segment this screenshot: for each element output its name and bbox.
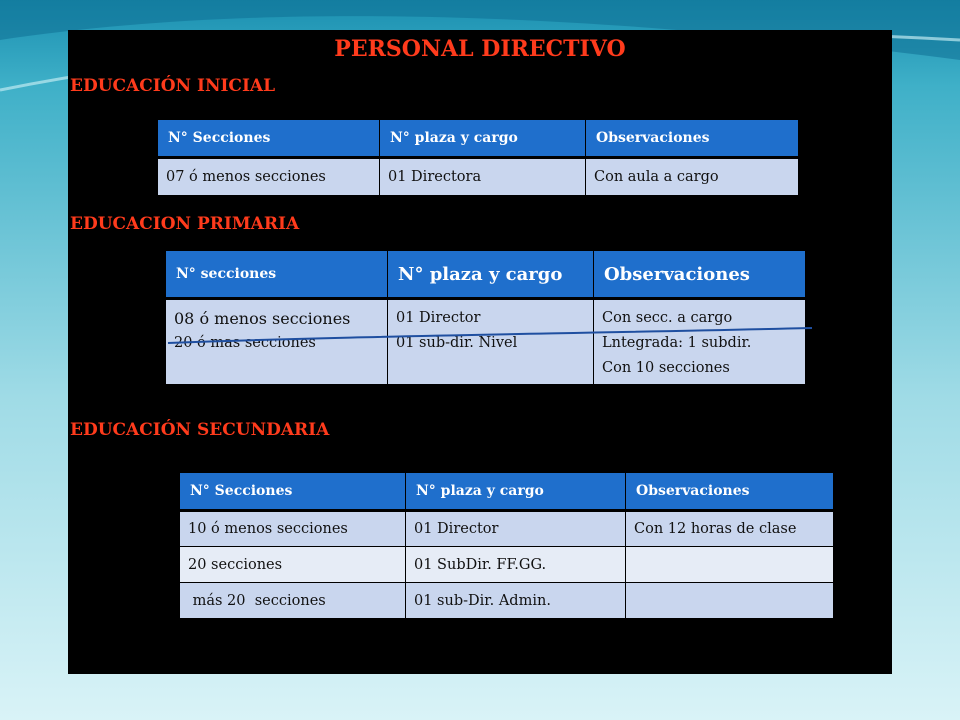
table-cell: 01 Director: [406, 511, 626, 547]
table-header-row: [158, 120, 799, 158]
table-secundaria: [179, 472, 834, 619]
table-cell: [594, 299, 806, 385]
column-header: Observaciones: [626, 473, 834, 511]
table-cell: 01 SubDir. FF.GG.: [406, 547, 626, 583]
table-primaria: [165, 250, 806, 385]
table-cell: 20 secciones: [180, 547, 406, 583]
cell-line: 20 ó mas secciones: [174, 335, 316, 351]
table-row: [158, 158, 799, 196]
column-header: N° plaza y cargo: [380, 120, 586, 158]
slide-title: PERSONAL DIRECTIVO: [334, 36, 626, 62]
heading-secundaria: EDUCACIÓN SECUNDARIA: [70, 420, 330, 440]
table-cell: [166, 299, 388, 385]
table-row: [166, 299, 806, 385]
table-header-row: [166, 251, 806, 299]
column-header: N° Secciones: [158, 120, 380, 158]
table-header-row: [180, 473, 834, 511]
heading-inicial: EDUCACIÓN INICIAL: [70, 76, 276, 96]
column-header: Observaciones: [594, 251, 806, 299]
table-cell: [626, 583, 834, 619]
slide-panel: [68, 30, 892, 674]
column-header: N° secciones: [166, 251, 388, 299]
cell-line: 01 Director: [396, 310, 481, 326]
table-cell: Con aula a cargo: [586, 158, 799, 196]
table-cell: Con 12 horas de clase: [626, 511, 834, 547]
table-cell: [626, 547, 834, 583]
cell-line: 08 ó menos secciones: [174, 309, 351, 328]
heading-primaria: EDUCACION PRIMARIA: [70, 214, 300, 234]
column-header: N° plaza y cargo: [388, 251, 594, 299]
table-cell: 01 Directora: [380, 158, 586, 196]
table-cell: 10 ó menos secciones: [180, 511, 406, 547]
table-inicial: [157, 119, 799, 196]
table-cell: 07 ó menos secciones: [158, 158, 380, 196]
table-row: [180, 511, 834, 547]
cell-line: 01 sub-dir. Nivel: [396, 335, 518, 351]
cell-line: Con 10 secciones: [602, 360, 730, 376]
table-row: [180, 583, 834, 619]
table-cell: 01 sub-Dir. Admin.: [406, 583, 626, 619]
table-cell: más 20 secciones: [180, 583, 406, 619]
column-header: N° plaza y cargo: [406, 473, 626, 511]
column-header: Observaciones: [586, 120, 799, 158]
table-row: [180, 547, 834, 583]
column-header: N° Secciones: [180, 473, 406, 511]
cell-line: Con secc. a cargo: [602, 310, 733, 326]
table-cell: [388, 299, 594, 385]
cell-line: Lntegrada: 1 subdir.: [602, 335, 752, 351]
